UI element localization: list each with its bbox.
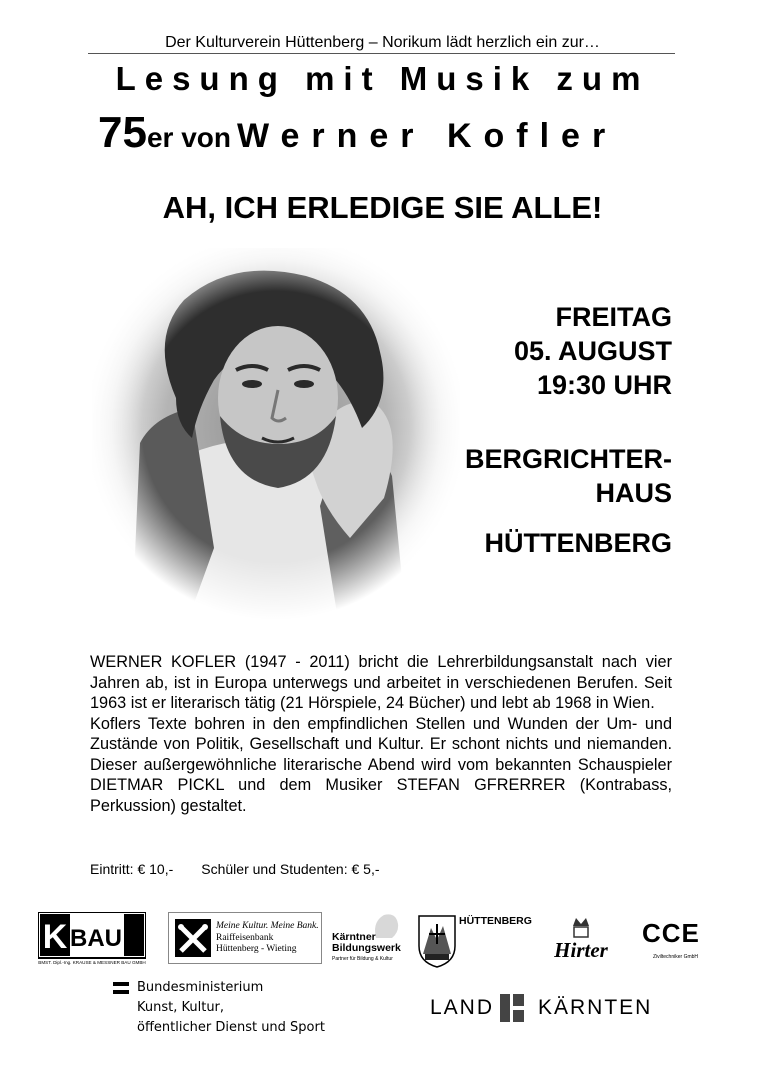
kbau-k-letter: K [42,918,68,956]
raiffeisen-gable-icon [175,919,211,957]
venue-line-1: BERGRICHTER- [465,444,672,474]
kaerntner-bildungswerk-logo [332,912,414,966]
raiffeisen-name: Raiffeisenbank [216,932,274,943]
kbau-logo [38,912,146,966]
kaernten-emblem-icon [500,994,524,1022]
bildungswerk-subtitle: Partner für Bildung & Kultur [332,956,393,962]
cce-subtitle: Ziviltechniker GmbH [653,954,699,960]
huettenberg-logo [417,914,542,970]
cce-wordmark: CCE [642,918,700,948]
land-kaernten-logo [428,992,653,1026]
title-number: 75 [98,108,147,157]
title-line-2 [98,108,688,158]
ministry-line-2: Kunst, Kultur, [137,1000,225,1015]
author-bio [90,652,672,816]
header-divider [88,53,675,54]
admission-reduced: Schüler und Studenten: € 5,- [201,861,380,877]
raiffeisen-logo [168,912,322,964]
title-line-1: Lesung mit Musik zum [115,60,650,97]
austria-flag-icon [113,982,129,994]
event-time: 19:30 UHR [536,370,672,400]
bio-paragraph-1: WERNER KOFLER (1947 - 2011) bricht die Lehrerbildungsanstalt nach vier Jahren ab, ist in Europa unterwegs und arbeitet in verschiedenen Berufen. Seit 1963 ist er literarisch tätig (21 Hörspiele, 24 Bücher) und lebt ab 1968 in Wien. [90,653,672,712]
event-datetime [514,300,672,402]
hirter-wordmark: Hirter [554,938,608,962]
bildungswerk-name-1: Kärntner [332,931,376,943]
kbau-mark-icon [38,912,146,966]
coat-of-arms-icon [417,914,457,968]
raiffeisen-branch: Hüttenberg - Wieting [216,944,297,954]
event-venue [465,442,672,510]
event-day: FREITAG [555,302,672,332]
kbau-word: BAU [70,925,122,952]
slogan: AH, ICH ERLEDIGE SIE ALLE! [162,190,603,225]
raiffeisen-text [216,921,319,956]
venue-line-2: HAUS [595,478,672,508]
intro-line: Der Kulturverein Hüttenberg – Norikum lädt herzlich ein zur… [165,34,600,51]
crown-crest-icon [571,916,591,938]
land-word: LAND [430,996,495,1019]
ministry-text [137,978,325,1038]
bildungswerk-name-2: Bildungswerk [332,942,401,954]
huettenberg-name: HÜTTENBERG [459,915,532,927]
raiffeisen-slogan: Meine Kultur. Meine Bank. [216,921,319,931]
bio-paragraph-2: Koflers Texte bohren in den empfindlichen Stellen und Wunden der Um- und Zustände von Politik, Gesellschaft und Kultur. Er schont nichts und niemanden. Dieser außergewöhnliche literarische Abend wird vom bekannten Schauspieler DIETMAR PICKL und dem Musiker STEFAN GFRERRER (Kontrabass, Perkussion) gestaltet. [90,714,672,815]
bildungswerk-name [332,932,401,954]
event-date: 05. AUGUST [513,336,672,366]
bundesministerium-logo [113,978,373,1038]
title-author-name: Werner Kofler [236,117,618,155]
admission-prices [90,861,380,877]
kaernten-word: KÄRNTEN [538,996,653,1019]
ministry-line-1: Bundesministerium [137,980,264,995]
author-portrait [92,248,460,620]
event-town: HÜTTENBERG [484,528,672,558]
ministry-line-3: öffentlicher Dienst und Sport [137,1020,325,1035]
title-suffix: er von [146,122,231,153]
admission-regular: Eintritt: € 10,- [90,861,174,877]
cce-logo [639,918,715,966]
kbau-subtitle: BMST. Dipl.-Ing. KRAUSE & MESSNER BAU GMBH [38,960,146,965]
hirter-logo [549,916,613,964]
